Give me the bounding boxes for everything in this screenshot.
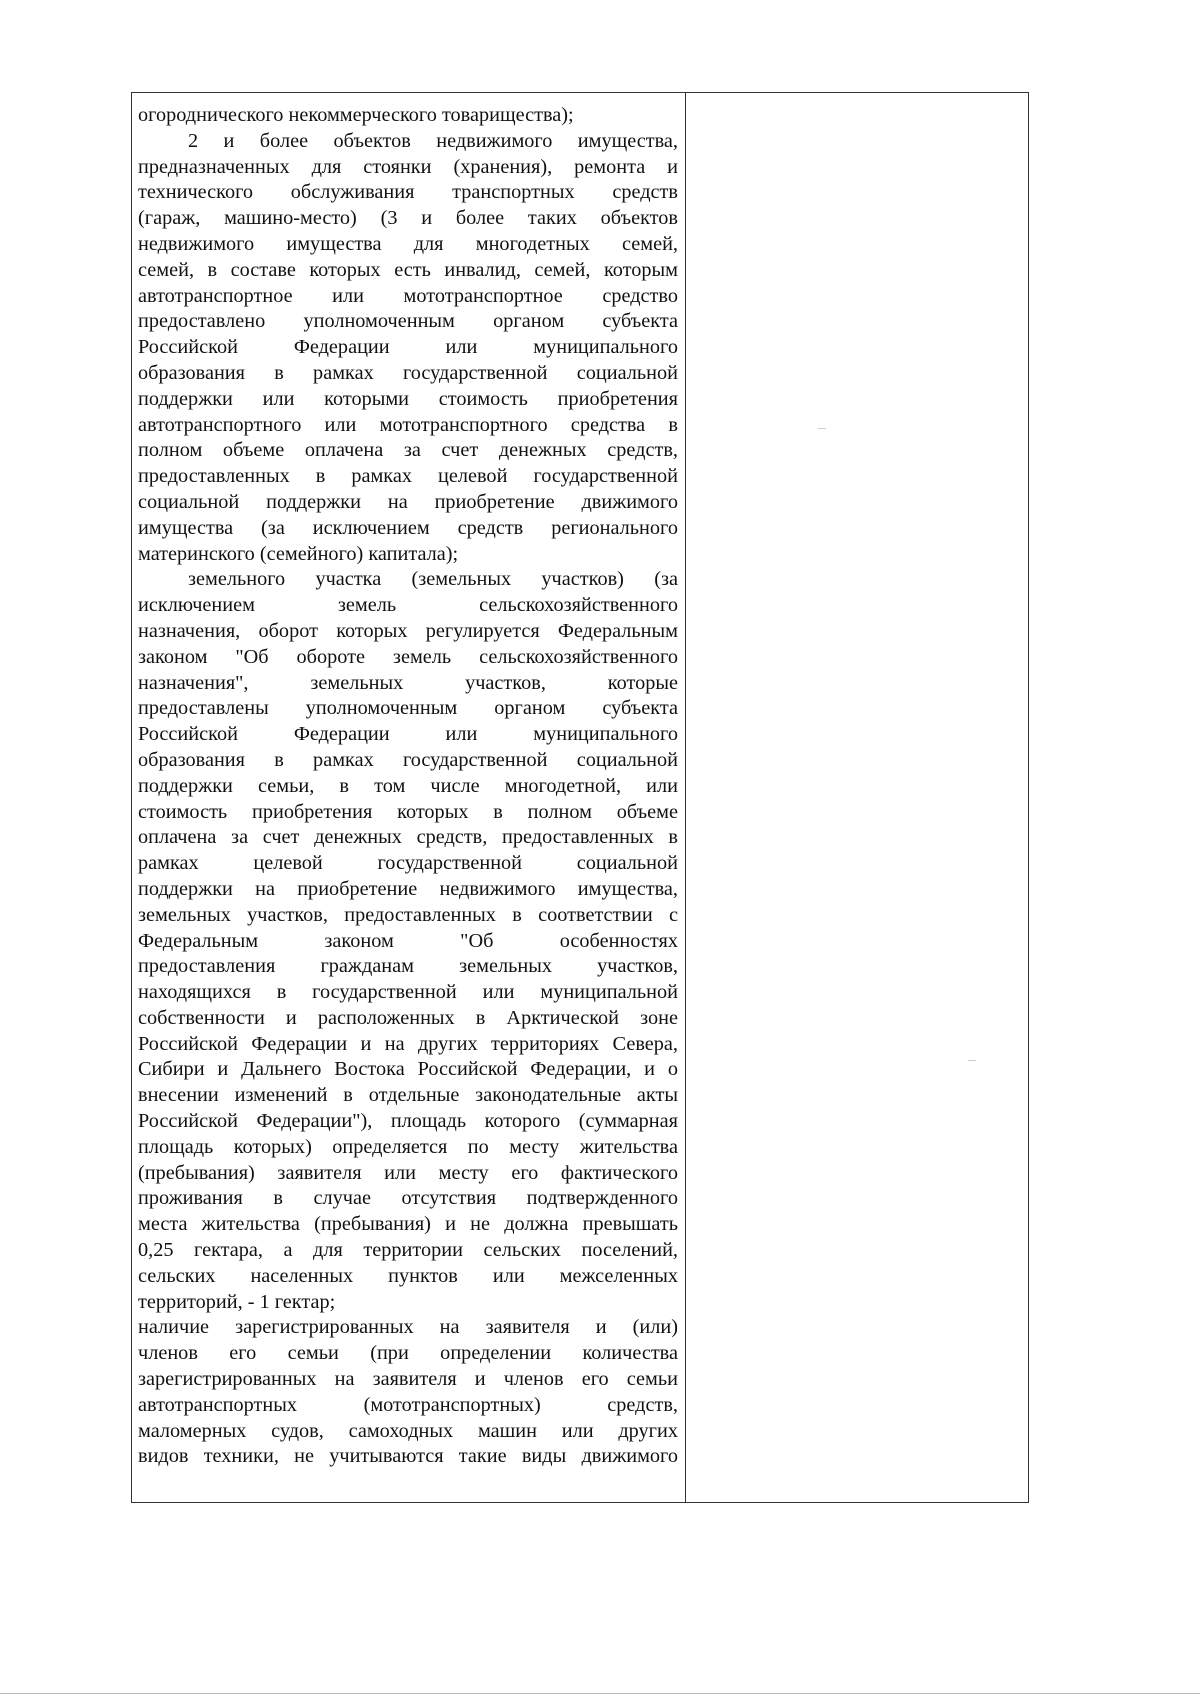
text-line: зарегистрированных на заявителя и членов его семьи — [138, 1368, 678, 1391]
text-line: земельного участка (земельных участков) (за — [188, 568, 678, 591]
text-line: 2 и более объектов недвижимого имущества, — [188, 129, 678, 152]
text-line: предоставления гражданам земельных участков, — [138, 955, 678, 978]
text-line: недвижимого имущества для многодетных семей, — [138, 232, 678, 255]
text-line: Российской Федерации"), площадь которого (суммарная — [138, 1110, 678, 1133]
text-line: назначения, оборот которых регулируется Федеральным — [138, 619, 678, 642]
text-line: полном объеме оплачена за счет денежных средств, — [138, 439, 678, 462]
text-line: собственности и расположенных в Арктической зоне — [138, 1006, 678, 1029]
text-line: исключением земель сельскохозяйственного — [138, 594, 678, 617]
text-line: территорий, - 1 гектар; — [138, 1290, 336, 1313]
text-line: поддержки на приобретение недвижимого имущества, — [138, 877, 678, 900]
text-line: предназначенных для стоянки (хранения), ремонта и — [138, 155, 678, 178]
text-line: социальной поддержки на приобретение движимого — [138, 490, 678, 513]
text-line: Сибири и Дальнего Востока Российской Федерации, и о — [138, 1058, 678, 1081]
text-line: автотранспортное или мототранспортное средство — [138, 284, 678, 307]
text-line: стоимость приобретения которых в полном объеме — [138, 800, 678, 823]
text-line: находящихся в государственной или муниципальной — [138, 981, 678, 1004]
text-line: технического обслуживания транспортных средств — [138, 181, 678, 204]
text-line: автотранспортных (мототранспортных) средств, — [138, 1393, 678, 1416]
text-line: поддержки или которыми стоимость приобретения — [138, 387, 678, 410]
document-table — [131, 92, 1029, 1503]
scan-speck — [968, 1060, 976, 1061]
text-line: предоставлены уполномоченным органом субъекта — [138, 697, 678, 720]
text-line: членов его семьи (при определении количества — [138, 1342, 678, 1365]
text-line: площадь которых) определяется по месту жительства — [138, 1135, 678, 1158]
text-line: образования в рамках государственной социальной — [138, 361, 678, 384]
left-text-cell — [138, 103, 678, 1470]
text-line: образования в рамках государственной социальной — [138, 748, 678, 771]
text-line: места жительства (пребывания) и не должна превышать — [138, 1213, 678, 1236]
text-line: маломерных судов, самоходных машин или других — [138, 1419, 678, 1442]
text-line: имущества (за исключением средств регионального — [138, 516, 678, 539]
text-line: видов техники, не учитываются такие виды движимого — [138, 1445, 678, 1468]
text-line: (пребывания) заявителя или месту его фактического — [138, 1161, 678, 1184]
text-line: автотранспортного или мототранспортного средства в — [138, 413, 678, 436]
text-line: поддержки семьи, в том числе многодетной, или — [138, 774, 678, 797]
text-line: рамках целевой государственной социальной — [138, 852, 678, 875]
text-line: Федеральным законом "Об особенностях — [138, 929, 678, 952]
text-line: 0,25 гектара, а для территории сельских поселений, — [138, 1239, 678, 1262]
text-line: материнского (семейного) капитала); — [138, 542, 459, 565]
text-line: Российской Федерации или муниципального — [138, 723, 678, 746]
text-line: наличие зарегистрированных на заявителя и (или) — [138, 1316, 678, 1339]
text-line: внесении изменений в отдельные законодательные акты — [138, 1084, 678, 1107]
text-line: Российской Федерации или муниципального — [138, 336, 678, 359]
text-line: Российской Федерации и на других территориях Севера, — [138, 1032, 678, 1055]
text-line: семей, в составе которых есть инвалид, семей, которым — [138, 258, 678, 281]
text-line: огороднического некоммерческого товарищества); — [138, 104, 574, 126]
text-line: проживания в случае отсутствия подтвержденного — [138, 1187, 678, 1210]
scan-edge-line — [0, 1693, 1200, 1694]
text-line: законом "Об обороте земель сельскохозяйственного — [138, 645, 678, 668]
text-line: сельских населенных пунктов или межселенных — [138, 1264, 678, 1287]
scan-speck — [818, 428, 826, 429]
text-line: оплачена за счет денежных средств, предоставленных в — [138, 826, 678, 849]
text-line: земельных участков, предоставленных в соответствии с — [138, 903, 678, 926]
text-line: предоставленных в рамках целевой государственной — [138, 465, 678, 488]
text-line: (гараж, машино-место) (3 и более таких объектов — [138, 207, 678, 230]
column-divider — [685, 93, 686, 1502]
text-line: назначения", земельных участков, которые — [138, 671, 678, 694]
text-line: предоставлено уполномоченным органом субъекта — [138, 310, 678, 333]
